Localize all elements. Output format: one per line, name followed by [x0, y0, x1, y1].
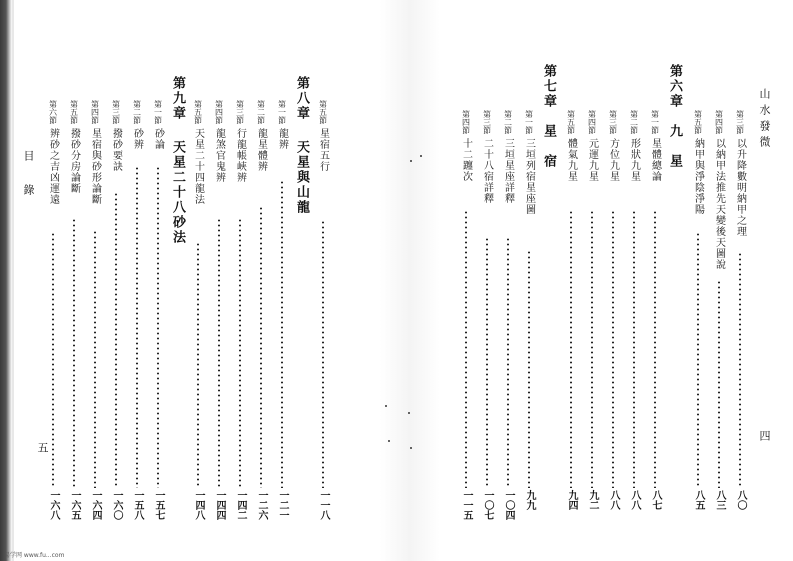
toc-entry[interactable]: 第四節 元運九星 九二	[586, 110, 598, 510]
book-binding-shadow	[0, 0, 12, 561]
toc-entry[interactable]: 第二節 砂辨 一五八	[131, 100, 143, 520]
toc-entry[interactable]: 第三節 二十八宿詳釋 一〇七	[481, 110, 493, 520]
running-head-title: 山水發微	[758, 88, 771, 152]
toc-entry[interactable]: 第二節 形狀九星 八八	[628, 110, 640, 510]
chapter-title: 天星二十八砂法	[170, 140, 185, 245]
footer-watermark: 易学网 www.fu...com	[4, 552, 65, 559]
toc-entry[interactable]: 第三節 撥砂要訣 一六〇	[110, 100, 122, 520]
toc-entry[interactable]: 第二節 三垣星座詳釋 一〇四	[502, 110, 514, 520]
chapter-heading[interactable]: 第九章	[170, 76, 185, 121]
toc-entry[interactable]: 第五節 星宿五行 一一八	[317, 100, 329, 520]
page-number-right: 四	[758, 430, 771, 446]
chapter-title: 天星與山龍	[294, 140, 309, 215]
toc-entry[interactable]: 第一節 星體總論 八七	[649, 110, 661, 510]
toc-entry[interactable]: 第四節 星宿與砂形論斷 一六四	[89, 100, 101, 520]
toc-entry[interactable]: 第五節 納甲與淨陰淨陽 八五	[692, 110, 704, 510]
toc-entry[interactable]: 第四節 以納甲法推先天變後天圖說 八三	[713, 110, 725, 510]
spread-gutter	[380, 0, 440, 561]
toc-entry[interactable]: 第四節 十二躔次 一一五	[460, 110, 472, 520]
chapter-title: 九 星	[667, 124, 682, 169]
toc-entry[interactable]: 第五節 撥砂分房論斷 一六五	[68, 100, 80, 520]
toc-entry[interactable]: 第三節 方位九星 八八	[607, 110, 619, 510]
running-head-contents: 目 錄	[22, 150, 35, 201]
toc-entry[interactable]: 第三節 行龍帳峽辨 一四二	[234, 100, 246, 520]
toc-entry[interactable]: 第五節 體氣九星 九四	[565, 110, 577, 510]
chapter-heading[interactable]: 第八章	[294, 76, 309, 121]
toc-entry[interactable]: 第一節 龍辨 一二一	[276, 100, 288, 520]
page-number-left: 五	[36, 442, 49, 458]
page-edge	[12, 0, 14, 561]
toc-entry[interactable]: 第四節 龍煞官鬼辨 一四四	[213, 100, 225, 520]
toc-entry[interactable]: 第六節 辨砂之吉凶運遠 一六八	[47, 100, 59, 520]
toc-entry[interactable]: 第三節 以升降數明納甲之理 八〇	[734, 110, 746, 510]
chapter-title: 星 宿	[541, 124, 556, 169]
toc-entry[interactable]: 第五節 天星二十四龍法 一四八	[192, 100, 204, 520]
chapter-heading[interactable]: 第六章	[667, 64, 682, 109]
toc-entry[interactable]: 第一節 三垣列宿星座圖 九九	[523, 110, 535, 510]
toc-entry[interactable]: 第一節 砂論 一五七	[152, 100, 164, 520]
toc-entry[interactable]: 第二節 龍星體辨 一二六	[255, 100, 267, 520]
chapter-heading[interactable]: 第七章	[541, 64, 556, 109]
